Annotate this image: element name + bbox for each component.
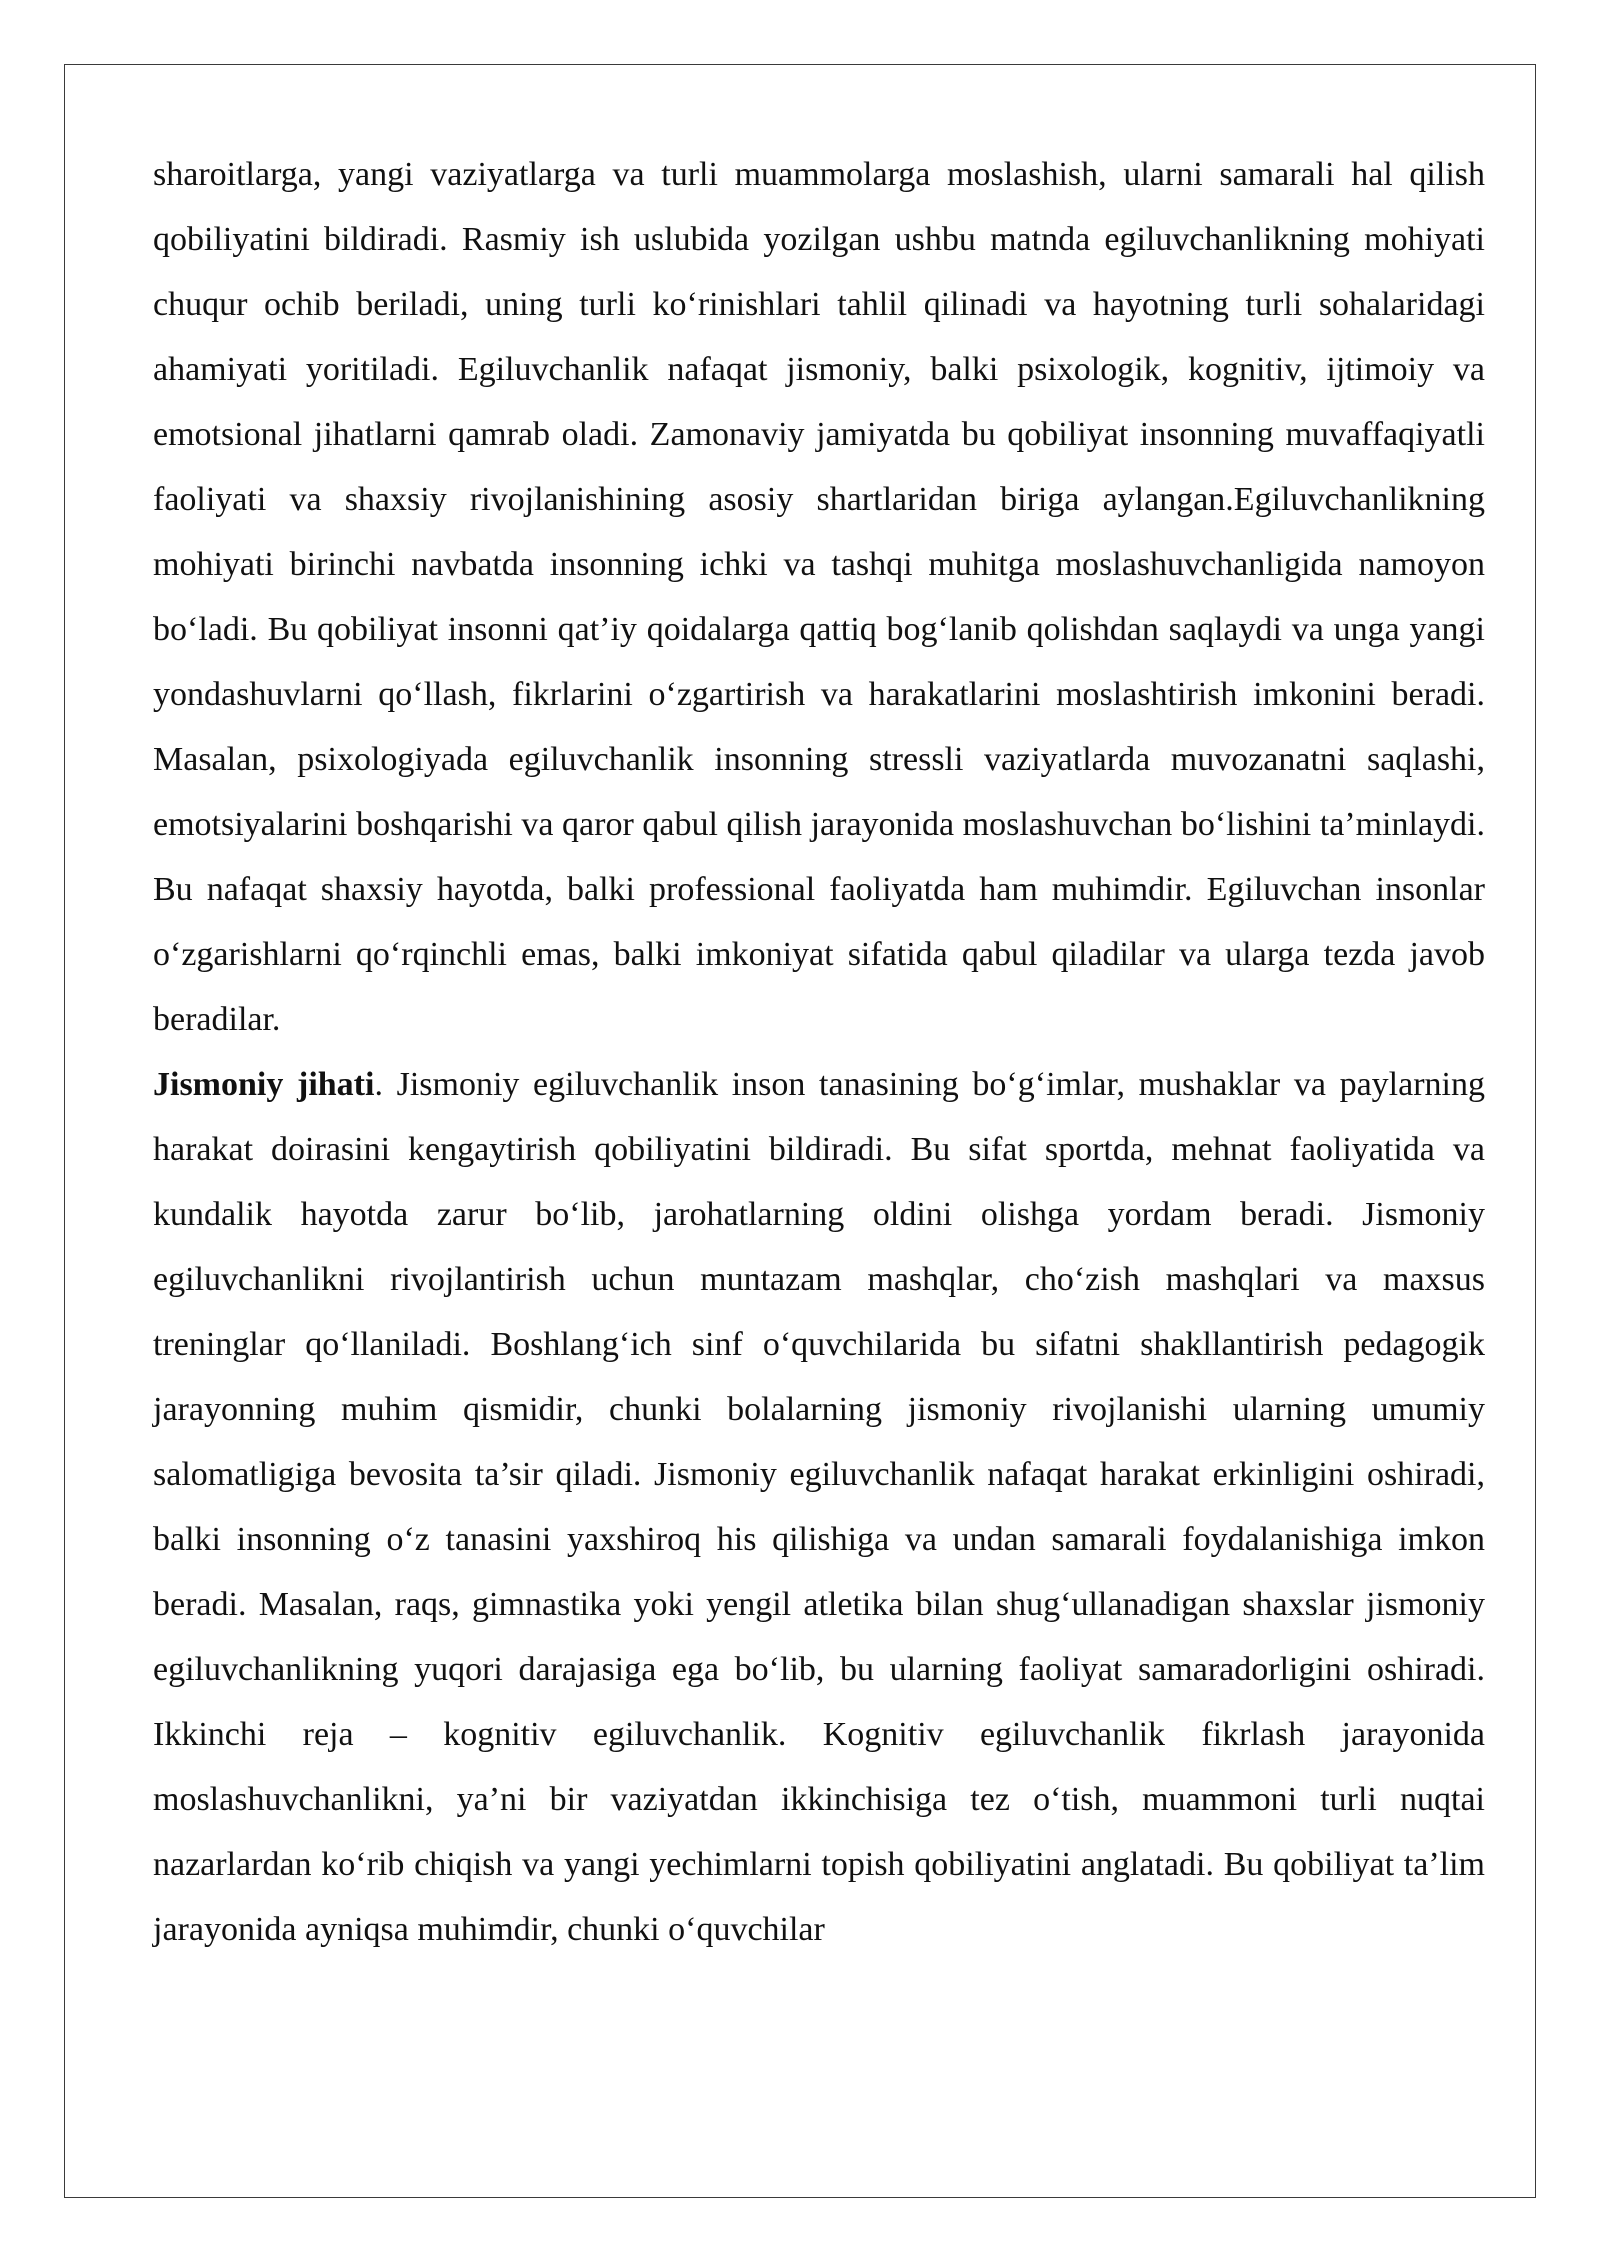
- section-heading: Jismoniy jihati: [153, 1066, 375, 1103]
- document-body: [153, 142, 1485, 1962]
- paragraph-text: . Jismoniy egiluvchanlik inson tanasining bo‘g‘imlar, mushaklar va paylarning harakat doirasini kengaytirish qobiliyatini bildiradi. Bu sifat sportda, mehnat faoliyatida va kundalik hayotda zarur bo‘lib, jarohatlarning oldini olishga yordam beradi. Jismoniy egiluvchanlikni rivojlantirish uchun muntazam mashqlar, cho‘zish mashqlari va maxsus treninglar qo‘llaniladi. Boshlang‘ich sinf o‘quvchilarida bu sifatni shakllantirish pedagogik jarayonning muhim qismidir, chunki bolalarning jismoniy rivojlanishi ularning umumiy salomatligiga bevosita ta’sir qiladi. Jismoniy egiluvchanlik nafaqat harakat erkinligini oshiradi, balki insonning o‘z tanasini yaxshiroq his qilishiga va undan samarali foydalanishiga imkon beradi. Masalan, raqs, gimnastika yoki yengil atletika bilan shug‘ullanadigan shaxslar jismoniy egiluvchanlikning yuqori darajasiga ega bo‘lib, bu ularning faoliyat samaradorligini oshiradi. Ikkinchi reja – kognitiv egiluvchanlik. Kognitiv egiluvchanlik fikrlash jarayonida moslashuvchanlikni, ya’ni bir vaziyatdan ikkinchisiga tez o‘tish, muammoni turli nuqtai nazarlardan ko‘rib chiqish va yangi yechimlarni topish qobiliyatini anglatadi. Bu qobiliyat ta’lim jarayonida ayniqsa muhimdir, chunki o‘quvchilar: [153, 1066, 1485, 1948]
- body-paragraph: [153, 1052, 1485, 1962]
- body-paragraph: [153, 142, 1485, 1052]
- paragraph-text: sharoitlarga, yangi vaziyatlarga va turli muammolarga moslashish, ularni samarali hal qilish qobiliyatini bildiradi. Rasmiy ish uslubida yozilgan ushbu matnda egiluvchanlikning mohiyati chuqur ochib beriladi, uning turli ko‘rinishlari tahlil qilinadi va hayotning turli sohalaridagi ahamiyati yoritiladi. Egiluvchanlik nafaqat jismoniy, balki psixologik, kognitiv, ijtimoiy va emotsional jihatlarni qamrab oladi. Zamonaviy jamiyatda bu qobiliyat insonning muvaffaqiyatli faoliyati va shaxsiy rivojlanishining asosiy shartlaridan biriga aylangan.Egiluvchanlikning mohiyati birinchi navbatda insonning ichki va tashqi muhitga moslashuvchanligida namoyon bo‘ladi. Bu qobiliyat insonni qat’iy qoidalarga qattiq bog‘lanib qolishdan saqlaydi va unga yangi yondashuvlarni qo‘llash, fikrlarini o‘zgartirish va harakatlarini moslashtirish imkonini beradi. Masalan, psixologiyada egiluvchanlik insonning stressli vaziyatlarda muvozanatni saqlashi, emotsiyalarini boshqarishi va qaror qabul qilish jarayonida moslashuvchan bo‘lishini ta’minlaydi. Bu nafaqat shaxsiy hayotda, balki professional faoliyatda ham muhimdir. Egiluvchan insonlar o‘zgarishlarni qo‘rqinchli emas, balki imkoniyat sifatida qabul qiladilar va ularga tezda javob beradilar.: [153, 156, 1485, 1038]
